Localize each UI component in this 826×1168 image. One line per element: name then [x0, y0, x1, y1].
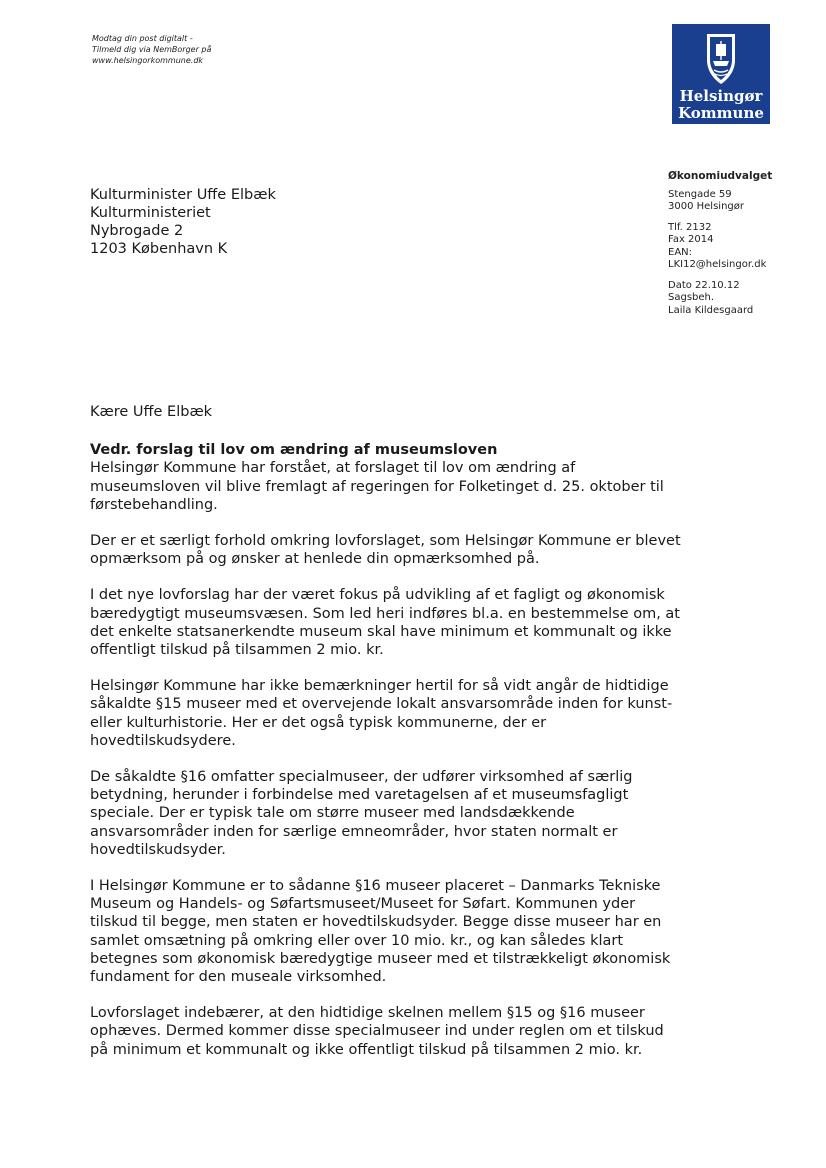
notice-line: Tilmeld dig via NemBorger på [92, 45, 212, 54]
paragraph-line: tilskud til begge, men staten er hovedtilskudsyder. Begge disse museer har en [90, 914, 662, 931]
paragraph-line: førstebehandling. [90, 496, 218, 513]
paragraph-line: I Helsingør Kommune er to sådanne §16 museer placeret – Danmarks Tekniske [90, 878, 661, 895]
sender-city: 3000 Helsingør [668, 201, 744, 212]
sender-phone: Tlf. 2132 [668, 221, 712, 233]
recipient-address [90, 186, 276, 258]
paragraph-line: Helsingør Kommune har forstået, at forslaget til lov om ændring af [90, 460, 576, 477]
paragraph-line: I det nye lovforslag har der været fokus på udvikling af et fagligt og økonomisk [90, 587, 665, 604]
ship-crest-icon [680, 30, 762, 88]
letter-date: Dato 22.10.12 [668, 279, 740, 291]
paragraph-line: samlet omsætning på omkring eller over 10 mio. kr., og kan således klart [90, 932, 624, 949]
sender-ean: EAN: [668, 246, 693, 258]
recipient-name: Kulturminister Uffe Elbæk [90, 187, 276, 203]
paragraph-line: opmærksom på og ønsker at henlede din opmærksomhed på. [90, 551, 540, 568]
paragraph-line: hovedtilskudsydere. [90, 732, 236, 749]
letter-body [90, 403, 680, 1077]
greeting: Kære Uffe Elbæk [90, 404, 213, 420]
sender-street: Stengade 59 [668, 188, 732, 200]
paragraph-line: speciale. Der er typisk tale om større museer med landsdækkende [90, 805, 575, 822]
body-paragraph [90, 677, 680, 750]
paragraph-line: Helsingør Kommune har ikke bemærkninger hertil for så vidt angår de hidtidige [90, 678, 669, 695]
body-paragraph [90, 877, 680, 986]
sender-email: LKI12@helsingor.dk [668, 259, 767, 270]
paragraph-line: De såkaldte §16 omfatter specialmuseer, der udfører virksomhed af særlig [90, 769, 633, 786]
body-paragraph [90, 586, 680, 659]
caseworker-name: Laila Kildesgaard [668, 304, 754, 316]
sender-department: Økonomiudvalget [668, 170, 773, 182]
notice-line: www.helsingorkommune.dk [92, 56, 204, 65]
body-paragraph [90, 1004, 680, 1059]
paragraph-line: fundament for den museale virksomhed. [90, 969, 387, 986]
paragraph-line: offentligt tilskud på tilsammen 2 mio. kr. [90, 642, 384, 659]
caseworker-label: Sagsbeh. [668, 292, 715, 303]
sender-fax: Fax 2014 [668, 234, 714, 245]
paragraph-line: museumsloven vil blive fremlagt af regeringen for Folketinget d. 25. oktober til [90, 478, 664, 495]
paragraph-line: på minimum et kommunalt og ikke offentligt tilskud på tilsammen 2 mio. kr. [90, 1041, 643, 1058]
paragraph-line: Der er et særligt forhold omkring lovforslaget, som Helsingør Kommune er blevet [90, 533, 681, 550]
logo-text-line2: Kommune [678, 104, 764, 122]
paragraph-line: bæredygtigt museumsvæsen. Som led heri indføres bl.a. en bestemmelse om, at [90, 605, 680, 622]
paragraph-line: Museum og Handels- og Søfartsmuseet/Museet for Søfart. Kommunen yder [90, 896, 636, 913]
paragraph-line: hovedtilskudsyder. [90, 841, 226, 858]
logo-text-line1: Helsingør [679, 87, 763, 105]
paragraph-line: såkaldte §15 museer med et overvejende lokalt ansvarsområde inden for kunst- [90, 696, 673, 713]
paragraph-line: ansvarsområder inden for særlige emneområder, hvor staten normalt er [90, 823, 618, 840]
subject-heading: Vedr. forslag til lov om ændring af museumsloven [90, 442, 498, 459]
digital-post-notice [92, 33, 211, 66]
recipient-org: Kulturministeriet [90, 205, 211, 221]
paragraph-line: betegnes som økonomisk bæredygtige museer med et tilstrækkeligt økonomisk [90, 950, 671, 967]
body-paragraph [90, 532, 680, 568]
paragraph-line: ophæves. Dermed kommer disse specialmuseer ind under reglen om et tilskud [90, 1023, 664, 1040]
paragraph-line: Lovforslaget indebærer, at den hidtidige skelnen mellem §15 og §16 museer [90, 1005, 645, 1022]
paragraph-line: betydning, herunder i forbindelse med varetagelsen af et museumsfagligt [90, 787, 629, 804]
sender-info [668, 170, 772, 317]
notice-line: Modtag din post digitalt - [92, 34, 193, 43]
helsingor-kommune-logo [672, 24, 770, 124]
recipient-city: 1203 København K [90, 241, 228, 257]
body-paragraph [90, 768, 680, 859]
body-paragraph [90, 459, 680, 514]
recipient-street: Nybrogade 2 [90, 223, 184, 239]
paragraph-line: det enkelte statsanerkendte museum skal have minimum et kommunalt og ikke [90, 623, 672, 640]
paragraph-line: eller kulturhistorie. Her er det også typisk kommunerne, der er [90, 714, 547, 731]
